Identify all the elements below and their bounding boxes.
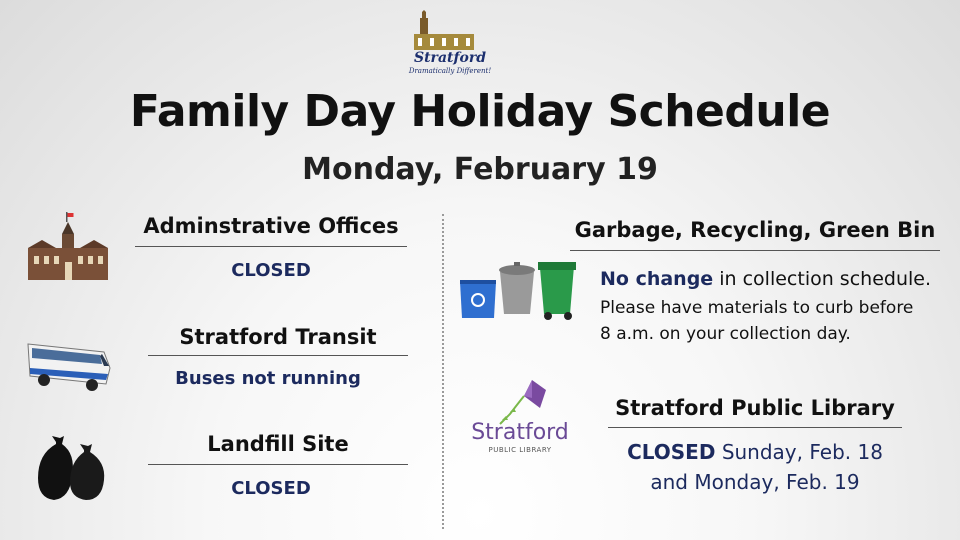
library-date1: Sunday, Feb. 18 — [721, 440, 883, 464]
city-hall-tower-icon — [400, 10, 500, 52]
garbage-line1 — [600, 268, 950, 290]
stratford-logo — [400, 10, 500, 80]
transit-status: Buses not running — [175, 368, 361, 389]
library-logo-wordmark: Stratford — [471, 420, 569, 445]
library-status: CLOSED — [627, 440, 716, 464]
column-divider — [442, 214, 444, 529]
garbage-heading: Garbage, Recycling, Green Bin — [574, 218, 936, 242]
page-title: Family Day Holiday Schedule — [129, 86, 831, 137]
transit-heading: Stratford Transit — [179, 325, 377, 349]
library-logo — [470, 380, 570, 456]
no-change-highlight: No change — [600, 268, 714, 290]
page-subtitle: Monday, February 19 — [302, 152, 658, 187]
garbage-line2: Please have materials to curb before — [600, 298, 914, 318]
garbage-line1-rest: in collection schedule. — [713, 268, 931, 290]
garbage-rule — [570, 250, 940, 251]
landfill-rule — [148, 464, 408, 465]
admin-rule — [135, 246, 407, 247]
library-date2: and Monday, Feb. 19 — [650, 470, 860, 494]
library-logo-sub: PUBLIC LIBRARY — [488, 446, 552, 454]
transit-rule — [148, 355, 408, 356]
bins-icon — [458, 258, 582, 322]
landfill-heading: Landfill Site — [207, 432, 349, 456]
admin-status: CLOSED — [231, 260, 311, 281]
landfill-status: CLOSED — [231, 478, 311, 499]
library-heading: Stratford Public Library — [615, 396, 895, 420]
logo-tagline: Dramatically Different! — [408, 67, 492, 75]
logo-wordmark: Stratford — [413, 50, 487, 66]
library-line1 — [600, 440, 910, 464]
library-rule — [608, 427, 902, 428]
city-hall-icon — [26, 212, 110, 282]
garbage-line3: 8 a.m. on your collection day. — [600, 324, 851, 344]
bus-icon — [26, 338, 112, 392]
garbage-bags-icon — [36, 436, 108, 504]
admin-heading: Adminstrative Offices — [143, 214, 399, 238]
